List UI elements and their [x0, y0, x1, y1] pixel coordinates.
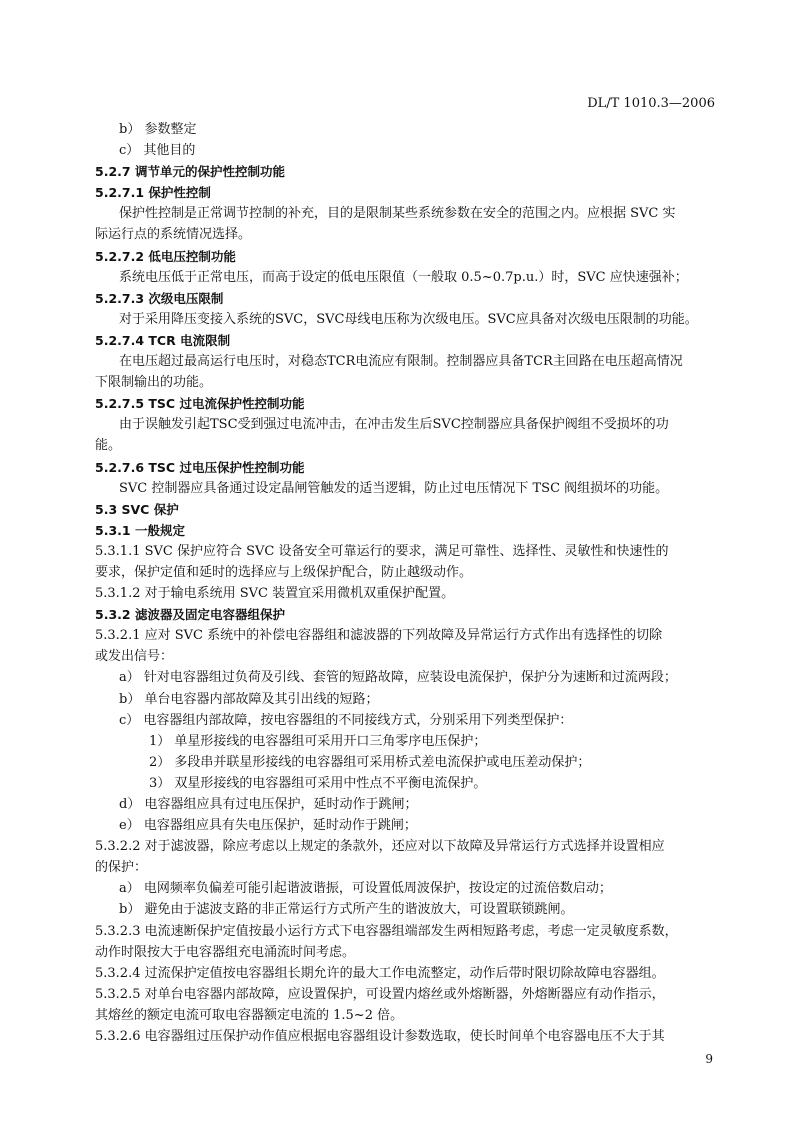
text-line: 5.3.2.5 对单台电容器内部故障，应设置保护，可设置内熔丝或外熔断器，外熔断器应有动作指示， [95, 986, 665, 1002]
text-line: e） 电容器组应具有失电压保护，延时动作于跳闸； [119, 818, 417, 834]
text-line: 5.3.2.1 应对 SVC 系统中的补偿电容器组和滤波器的下列故障及异常运行方式作出有选择性的切除 [95, 628, 663, 644]
text-line: 2） 多段串并联星形接线的电容器组可采用桥式差电流保护或电压差动保护； [149, 754, 591, 770]
text-line: c） 其他目的 [119, 143, 196, 159]
text-line: c） 电容器组内部故障，按电容器组的不同接线方式，分别采用下列类型保护： [119, 712, 573, 728]
text-line: 保护性控制是正常调节控制的补充，目的是限制某些系统参数在安全的范围之内。应根据 SVC 实 [119, 206, 676, 222]
section-heading: 5.3 SVC 保护 [95, 501, 179, 517]
section-heading: 5.2.7 调节单元的保护性控制功能 [95, 164, 285, 180]
text-line: 动作时限按大于电容器组充电涌流时间考虑。 [95, 944, 356, 960]
section-heading: 5.3.1 一般规定 [95, 522, 185, 538]
section-heading: 5.2.7.4 TCR 电流限制 [95, 332, 231, 348]
section-heading: 5.2.7.3 次级电压限制 [95, 290, 224, 306]
text-line: 5.3.2.6 电容器组过压保护动作值应根据电容器组设计参数选取，使长时间单个电容器电压不大于其 [95, 1029, 665, 1045]
text-line: b） 避免由于滤波支路的非正常运行方式所产生的谐波放大，可设置联锁跳闸。 [119, 902, 574, 918]
text-line: b） 单台电容器内部故障及其引出线的短路； [119, 691, 379, 707]
text-line: a） 针对电容器组过负荷及引线、套管的短路故障，应装设电流保护，保护分为速断和过流两段； [119, 670, 677, 686]
text-line: 5.3.2.2 对于滤波器，除应考虑以上规定的条款外，还应对以下故障及异常运行方式选择并设置相应 [95, 839, 665, 855]
section-heading: 5.2.7.5 TSC 过电流保护性控制功能 [95, 396, 305, 412]
section-heading: 5.3.2 滤波器及固定电容器组保护 [95, 607, 285, 623]
text-line: a） 电网频率负偏差可能引起谐波谐振，可设置低周波保护，按设定的过流倍数启动； [119, 881, 612, 897]
text-line: 3） 双星形接线的电容器组可采用中性点不平衡电流保护。 [149, 775, 487, 791]
page-number: 9 [705, 1052, 713, 1066]
section-heading: 5.2.7.2 低电压控制功能 [95, 248, 236, 264]
text-line: 对于采用降压变接入系统的SVC，SVC母线电压称为次级电压。SVC应具备对次级电压限制的功能。 [119, 311, 698, 327]
text-line: 在电压超过最高运行电压时，对稳态TCR电流应有限制。控制器应具备TCR主回路在电压超高情况 [119, 354, 683, 370]
text-line: 1） 单星形接线的电容器组可采用开口三角零序电压保护； [149, 733, 487, 749]
text-line: SVC 控制器应具备通过设定晶闸管触发的适当逻辑，防止过电压情况下 TSC 阀组损坏的功能。 [119, 480, 669, 496]
text-line: 系统电压低于正常电压，而高于设定的低电压限值（一般取 0.5~0.7p.u.）时，SVC 应快速强补； [119, 269, 688, 285]
text-line: b） 参数整定 [119, 122, 197, 137]
text-line: 其熔丝的额定电流可取电容器额定电流的 1.5~2 倍。 [95, 1007, 404, 1023]
text-line: 的保护： [95, 860, 148, 876]
text-line: 际运行点的系统情况选择。 [95, 227, 252, 243]
text-line: 5.3.2.3 电流速断保护定值按最小运行方式下电容器组端部发生两相短路考虑，考虑一定灵敏度系数， [95, 923, 678, 939]
text-line: 5.3.2.4 过流保护定值按电容器组长期允许的最大工作电流整定，动作后带时限切除故障电容器组。 [95, 965, 665, 981]
text-line: 由于误触发引起TSC受到强过电流冲击，在冲击发生后SVC控制器应具备保护阀组不受损坏的功 [119, 417, 669, 433]
text-line: 5.3.1.1 SVC 保护应符合 SVC 设备安全可靠运行的要求，满足可靠性、选择性、灵敏性和快速性的 [95, 543, 669, 559]
text-line: d） 电容器组应具有过电压保护，延时动作于跳闸； [119, 797, 418, 812]
text-line: 能。 [95, 438, 122, 454]
text-line: 或发出信号： [95, 649, 174, 665]
text-line: 5.3.1.2 对于输电系统用 SVC 装置宜采用微机双重保护配置。 [95, 586, 455, 602]
standard-code-header: DL/T 1010.3—2006 [587, 96, 715, 111]
text-line: 要求，保护定值和延时的选择应与上级保护配合，防止越级动作。 [95, 564, 473, 580]
section-heading: 5.2.7.1 保护性控制 [95, 185, 211, 201]
section-heading: 5.2.7.6 TSC 过电压保护性控制功能 [95, 459, 305, 475]
text-line: 下限制输出的功能。 [95, 375, 213, 391]
page-body [95, 119, 720, 1047]
